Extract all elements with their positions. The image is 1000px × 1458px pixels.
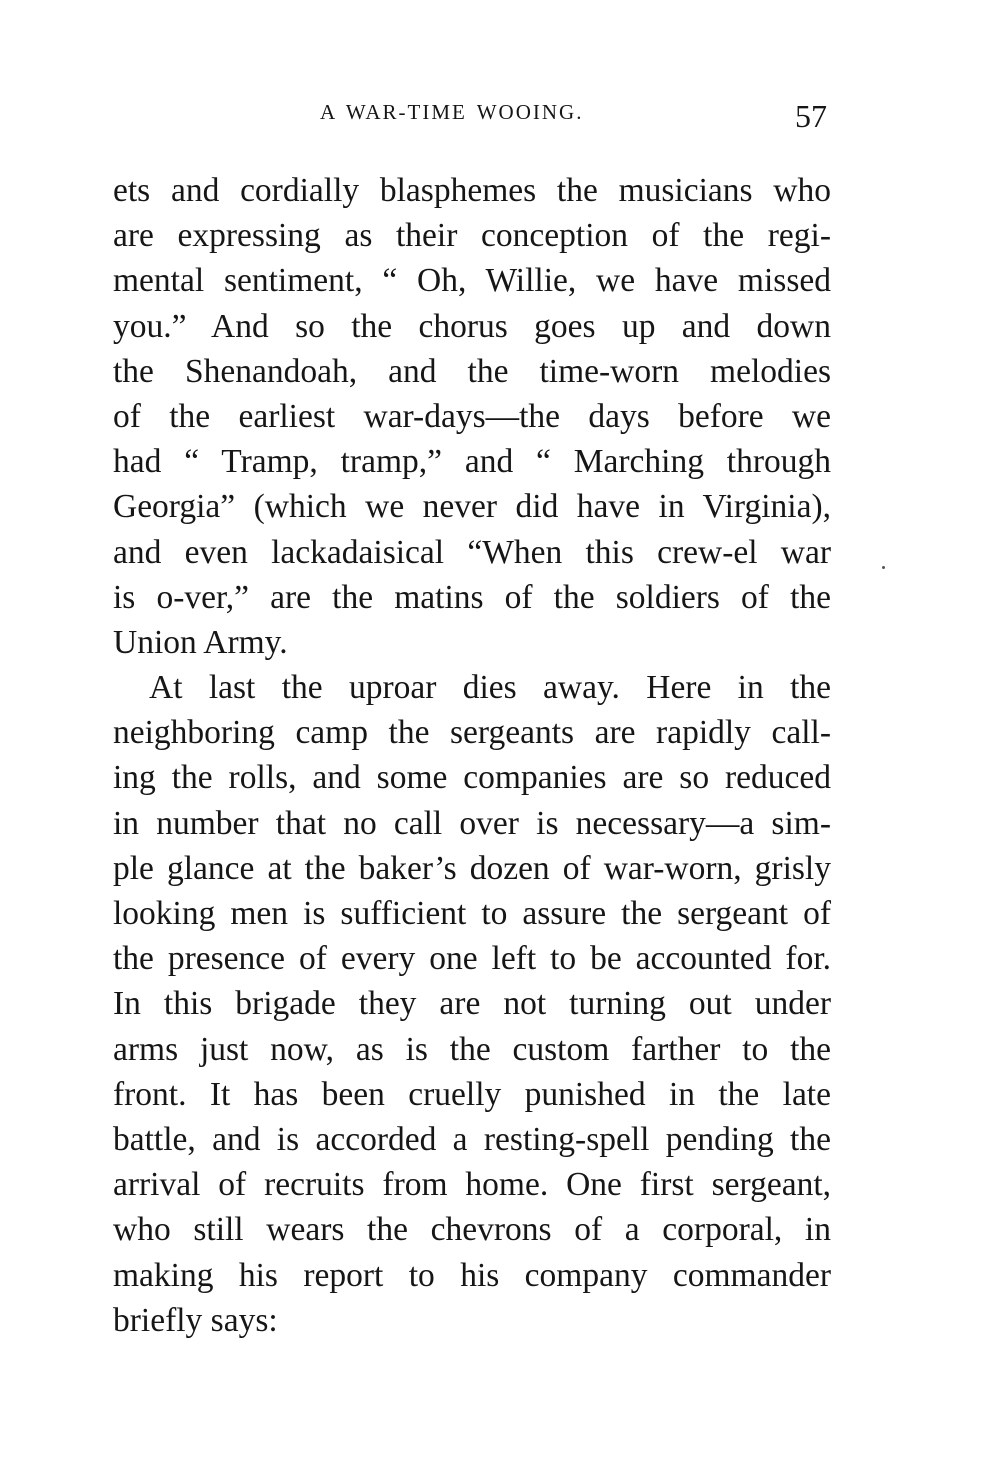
text-line: front. It has been cruelly punished in the late (113, 1075, 831, 1113)
text-line: battle, and is accorded a resting-spell pending the (113, 1120, 831, 1158)
text-line: Union Army. (113, 623, 288, 661)
text-line: had “ Tramp, tramp,” and “ Marching through (113, 443, 831, 481)
text-line: are expressing as their conception of the regi- (113, 217, 831, 255)
text-line: In this brigade they are not turning out under (113, 985, 831, 1023)
text-line: briefly says: (113, 1301, 278, 1339)
text-line: ple glance at the baker’s dozen of war-worn, grisly (113, 849, 831, 887)
text-line: Georgia” (which we never did have in Virginia), (113, 488, 831, 526)
ink-speck (882, 566, 885, 569)
paragraph-1 (113, 168, 831, 665)
text-line: making his report to his company commander (113, 1256, 831, 1294)
page-number: 57 (795, 98, 827, 134)
body-text (113, 168, 831, 1343)
text-line: is o-ver,” are the matins of the soldiers of the (113, 578, 831, 616)
text-line: neighboring camp the sergeants are rapidly call- (113, 714, 831, 752)
text-line: looking men is sufficient to assure the sergeant of (113, 895, 831, 932)
text-line: you.” And so the chorus goes up and down (113, 307, 831, 345)
text-line: and even lackadaisical “When this crew-el war (113, 533, 831, 571)
text-line: arrival of recruits from home. One first sergeant, (113, 1166, 831, 1204)
paragraph-2 (113, 665, 831, 1343)
text-line: mental sentiment, “ Oh, Willie, we have missed (113, 262, 831, 300)
text-line: At last the uproar dies away. Here in the (149, 669, 831, 707)
text-line: arms just now, as is the custom farther to the (113, 1030, 831, 1068)
text-line: the presence of every one left to be accounted for. (113, 940, 831, 978)
text-line: the Shenandoah, and the time-worn melodies (113, 352, 831, 390)
text-line: in number that no call over is necessary—a sim- (113, 804, 831, 842)
running-title: A WAR-TIME WOOING. (320, 100, 584, 124)
text-line: of the earliest war-days—the days before we (113, 397, 831, 435)
text-line: who still wears the chevrons of a corporal, in (113, 1211, 831, 1249)
text-line: ets and cordially blasphemes the musicians who (113, 172, 831, 209)
text-line: ing the rolls, and some companies are so reduced (113, 759, 831, 797)
